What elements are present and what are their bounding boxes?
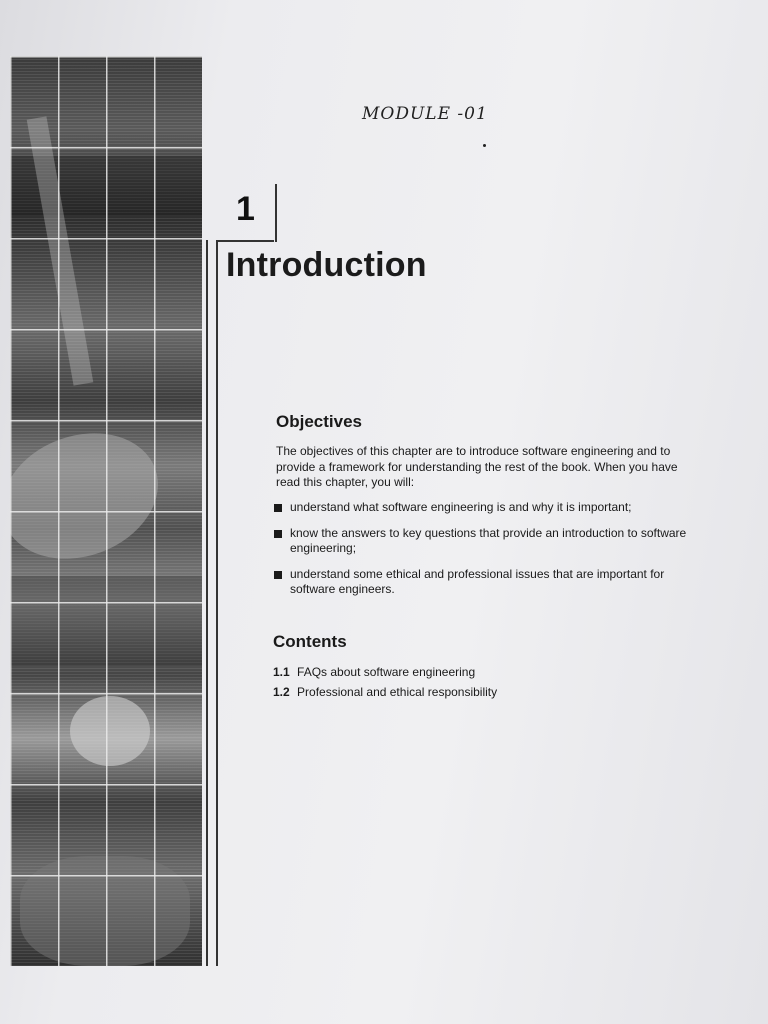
section-number: 1.1 [273, 665, 290, 679]
list-item [273, 682, 497, 702]
list-item [274, 526, 694, 557]
chapter-number: 1 [236, 190, 255, 228]
objectives-list [274, 500, 694, 608]
contents-heading: Contents [273, 632, 347, 651]
photo-grid-overlay [10, 56, 202, 966]
list-item [274, 567, 694, 598]
chapter-number-rule [275, 184, 277, 242]
chapter-rule-inner [216, 240, 218, 966]
chapter-cover-photo [10, 56, 202, 966]
ink-dot [483, 144, 486, 147]
objectives-heading: Objectives [276, 412, 362, 431]
contents-list [273, 662, 497, 702]
objective-text: understand what software engineering is and why it is important; [290, 500, 632, 514]
chapter-rule-horizontal [216, 240, 274, 242]
list-item [273, 662, 497, 682]
square-bullet-icon [274, 504, 282, 512]
chapter-rule-vertical [206, 240, 208, 966]
section-title: Professional and ethical responsibility [297, 685, 498, 699]
square-bullet-icon [274, 530, 282, 538]
square-bullet-icon [274, 571, 282, 579]
section-number: 1.2 [273, 685, 290, 699]
chapter-title: Introduction [226, 246, 427, 284]
objectives-intro: The objectives of this chapter are to introduce software engineering and to provide a framework for understanding the rest of the book. When you have read this chapter, you will: [276, 444, 678, 489]
handwritten-module-note: MODULE -01 [362, 104, 488, 124]
objective-text: understand some ethical and professional issues that are important for software engineers. [290, 566, 665, 596]
objective-text: know the answers to key questions that provide an introduction to software engineering; [290, 525, 687, 555]
section-title: FAQs about software engineering [297, 665, 476, 679]
list-item [274, 500, 694, 516]
